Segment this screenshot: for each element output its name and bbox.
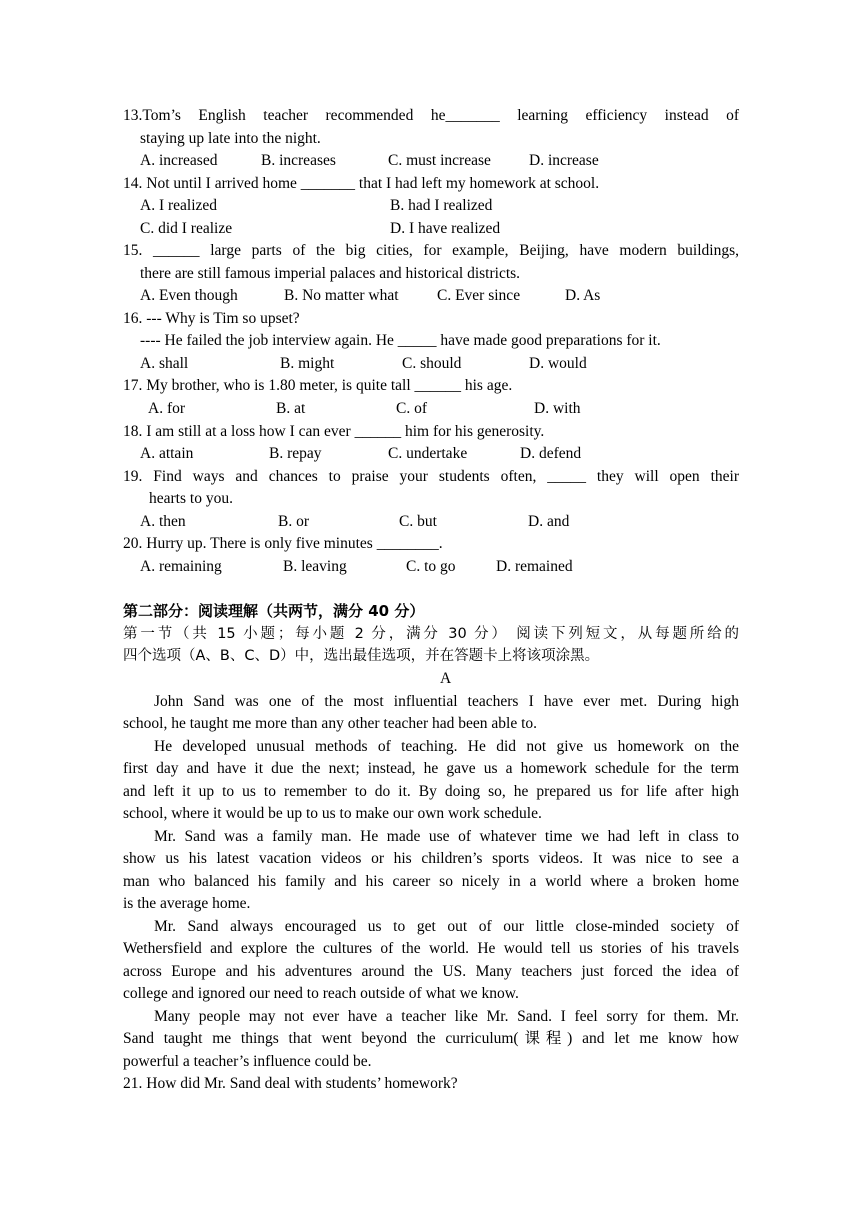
q16-option-d[interactable]: D. would [529,355,587,372]
passage-line: man who balanced his family and his career so nicely in a world where a broken home [123,873,739,890]
q15-option-a[interactable]: A. Even though [140,287,238,304]
q14-option-c[interactable]: C. did I realize [140,220,233,237]
passage-line: college and ignored our need to reach outside of what we know. [123,985,519,1002]
passage-line: Sand taught me things that went beyond the curriculum(课程) and let me know how [123,1030,739,1047]
q13-option-c[interactable]: C. must increase [388,152,491,169]
passage-line: Wethersfield and explore the cultures of the world. He would tell us stories of his travels [123,940,739,957]
q16-option-b[interactable]: B. might [280,355,335,372]
q15-stem-line2: there are still famous imperial palaces and historical districts. [140,265,521,282]
q15-option-c[interactable]: C. Ever since [437,287,521,304]
q17-stem: 17. My brother, who is 1.80 meter, is quite tall ______ his age. [123,377,513,394]
passage-line: school, he taught me more than any other teacher had been able to. [123,715,538,732]
q13-option-a[interactable]: A. increased [140,152,218,169]
q20-option-a[interactable]: A. remaining [140,558,222,575]
part2-heading: 第二部分：阅读理解（共两节，满分 40 分） [123,602,425,620]
passage-line: powerful a teacher’s influence could be. [123,1053,372,1070]
q13-stem-line1: 13.Tom’s English teacher recommended he_______ learning efficiency instead of [123,107,739,124]
q16-option-c[interactable]: C. should [402,355,462,372]
passage-line: school, where it would be up to us to make our own work schedule. [123,805,542,822]
q14-option-d[interactable]: D. I have realized [390,220,501,237]
part2-instructions-line2: 四个选项（A、B、C、D）中，选出最佳选项，并在答题卡上将该项涂黑。 [123,648,600,664]
q18-option-c[interactable]: C. undertake [388,445,468,462]
passage-line: Mr. Sand was a family man. He made use of whatever time we had left in class to [154,828,739,845]
passage-line: Mr. Sand always encouraged us to get out of our little close-minded society of [154,918,739,935]
q18-option-b[interactable]: B. repay [269,445,322,462]
q14-stem: 14. Not until I arrived home _______ that I had left my homework at school. [123,175,600,192]
passage-line: He developed unusual methods of teaching. He did not give us homework on the [154,738,739,755]
q17-option-c[interactable]: C. of [396,400,427,417]
q18-stem: 18. I am still at a loss how I can ever ______ him for his generosity. [123,423,545,440]
passage-line: Many people may not ever have a teacher like Mr. Sand. I feel sorry for them. Mr. [154,1008,739,1025]
q17-option-d[interactable]: D. with [534,400,581,417]
q14-option-a[interactable]: A. I realized [140,197,218,214]
q13-stem-line2: staying up late into the night. [140,130,321,147]
q20-option-c[interactable]: C. to go [406,558,456,575]
passage-label: A [440,670,452,687]
q21-stem: 21. How did Mr. Sand deal with students’ homework? [123,1075,458,1092]
q20-option-b[interactable]: B. leaving [283,558,347,575]
q16-stem-line2: ---- He failed the job interview again. He _____ have made good preparations for it. [140,332,661,349]
q19-option-b[interactable]: B. or [278,513,309,530]
q15-option-b[interactable]: B. No matter what [284,287,399,304]
passage-line: and left it up to us to remember to do it. By doing so, he prepared us for life after high [123,783,739,800]
part2-instructions-line1: 第一节（共 15 小题；每小题 2 分，满分 30 分） 阅读下列短文，从每题所给的 [123,626,739,642]
passage-line: John Sand was one of the most influential teachers I have ever met. During high [154,693,739,710]
q15-option-d[interactable]: D. As [565,287,601,304]
passage-line: show us his latest vacation videos or his children’s sports videos. It was nice to see a [123,850,739,867]
q17-option-b[interactable]: B. at [276,400,306,417]
q16-stem-line1: 16. --- Why is Tim so upset? [123,310,300,327]
q20-stem: 20. Hurry up. There is only five minutes ________. [123,535,443,552]
passage-line: across Europe and his adventures around the US. Many teachers just forced the idea of [123,963,739,980]
q16-option-a[interactable]: A. shall [140,355,189,372]
q19-stem-line1: 19. Find ways and chances to praise your students often, _____ they will open their [123,468,739,485]
q19-stem-line2: hearts to you. [149,490,233,507]
q19-option-a[interactable]: A. then [140,513,186,530]
q17-option-a[interactable]: A. for [148,400,186,417]
q20-option-d[interactable]: D. remained [496,558,573,575]
passage-line: first day and have it due the next; instead, he gave us a homework schedule for the term [123,760,739,777]
q15-stem-line1: 15. ______ large parts of the big cities, for example, Beijing, have modern buildings, [123,242,739,259]
passage-line: is the average home. [123,895,251,912]
q18-option-d[interactable]: D. defend [520,445,582,462]
q19-option-d[interactable]: D. and [528,513,570,530]
q13-option-b[interactable]: B. increases [261,152,336,169]
q19-option-c[interactable]: C. but [399,513,437,530]
q18-option-a[interactable]: A. attain [140,445,194,462]
q14-option-b[interactable]: B. had I realized [390,197,493,214]
q13-option-d[interactable]: D. increase [529,152,599,169]
